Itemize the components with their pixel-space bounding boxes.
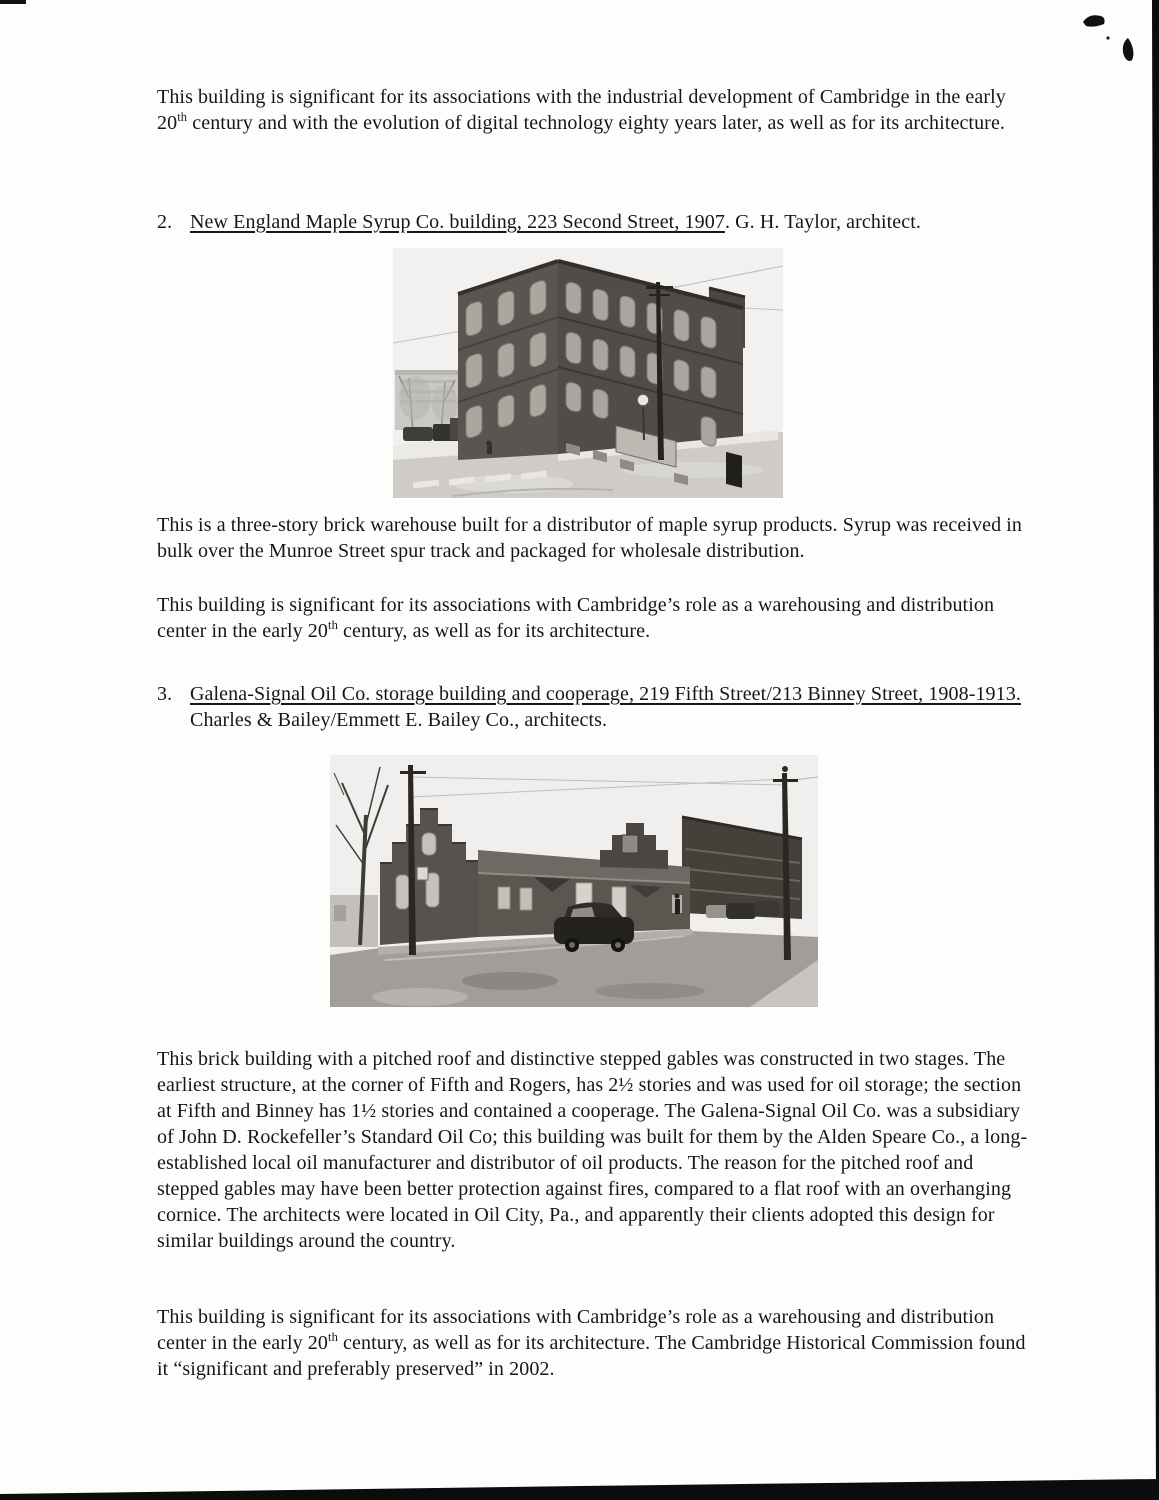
superscript-th: th: [328, 618, 338, 632]
item-2-description: This is a three-story brick warehouse built for a distributor of maple syrup products. Syrup was received in bulk over the Munroe Street spur track and packaged for wholesale distribution.: [157, 514, 1023, 562]
item-3-significance: [157, 1304, 1037, 1382]
galena-signal-photo-graphic: [330, 755, 818, 1007]
item-3-title-underlined: Galena-Signal Oil Co. storage building and cooperage, 219 Fifth Street/213 Binney Street, 1908-1913.: [190, 683, 1021, 705]
item-3-description: This brick building with a pitched roof and distinctive stepped gables was constructed in two stages. The earliest structure, at the corner of Fifth and Rogers, has 2½ stories and was used for oil storage; the section at Fifth and Binney has 1½ stories and contained a cooperage. The Galena-Signal Oil Co. was a subsidiary of John D. Rockefeller’s Standard Oil Co; this building was built for them by the Alden Speare Co., a long-established local oil manufacturer and distributor of oil products. The reason for the pitched roof and stepped gables may have been better protection against fires, compared to a flat roof with an overhanging cornice. The architects were located in Oil City, Pa., and apparently their clients adopted this design for similar buildings around the country.: [157, 1048, 1028, 1252]
item-2-significance-2: century, as well as for its architecture.: [337, 620, 651, 642]
item-3-heading: [157, 681, 1037, 733]
maple-syrup-building-photo-graphic: [393, 248, 783, 498]
item-2-heading: [157, 209, 1037, 235]
item-2-title-underlined: New England Maple Syrup Co. building, 223 Second Street, 1907: [190, 211, 725, 233]
scan-edge-right: [1152, 0, 1159, 1500]
intro-text-1: This building is significant for its associations with the industrial development of Cambridge in the early 20: [157, 86, 1006, 134]
item-2-number: 2.: [157, 211, 173, 233]
scan-artifact-top-left: [0, 0, 26, 4]
intro-text-2: century and with the evolution of digital technology eighty years later, as well as for its architecture.: [187, 112, 1006, 134]
scan-edge-bottom: [0, 1479, 1159, 1500]
item-2-title: [190, 209, 1037, 235]
intro-paragraph: [157, 84, 1037, 136]
ink-marks: [1083, 15, 1133, 61]
photo-galena-signal-oil-building: [330, 755, 818, 1007]
item-2-architect: . G. H. Taylor, architect.: [724, 211, 922, 233]
photo-new-england-maple-syrup-building: [393, 248, 783, 498]
item-2-significance-1: This building is significant for its associations with Cambridge’s role as a warehousing and distribution center in the early 20: [157, 594, 995, 642]
item-3-number: 3.: [157, 683, 173, 705]
item-3-title: [190, 681, 1037, 733]
item-3-significance-1: This building is significant for its associations with Cambridge’s role as a warehousing and distribution center in the early 20: [157, 1306, 995, 1354]
item-2-significance: [157, 592, 1037, 644]
superscript-th: th: [177, 110, 188, 124]
item-3-architect: Charles & Bailey/Emmett E. Bailey Co., architects.: [190, 709, 608, 731]
superscript-th: th: [328, 1330, 338, 1344]
item-3-significance-2: century, as well as for its architecture. The Cambridge Historical Commission found it “significant and preferably preserved” in 2002.: [157, 1332, 1026, 1380]
